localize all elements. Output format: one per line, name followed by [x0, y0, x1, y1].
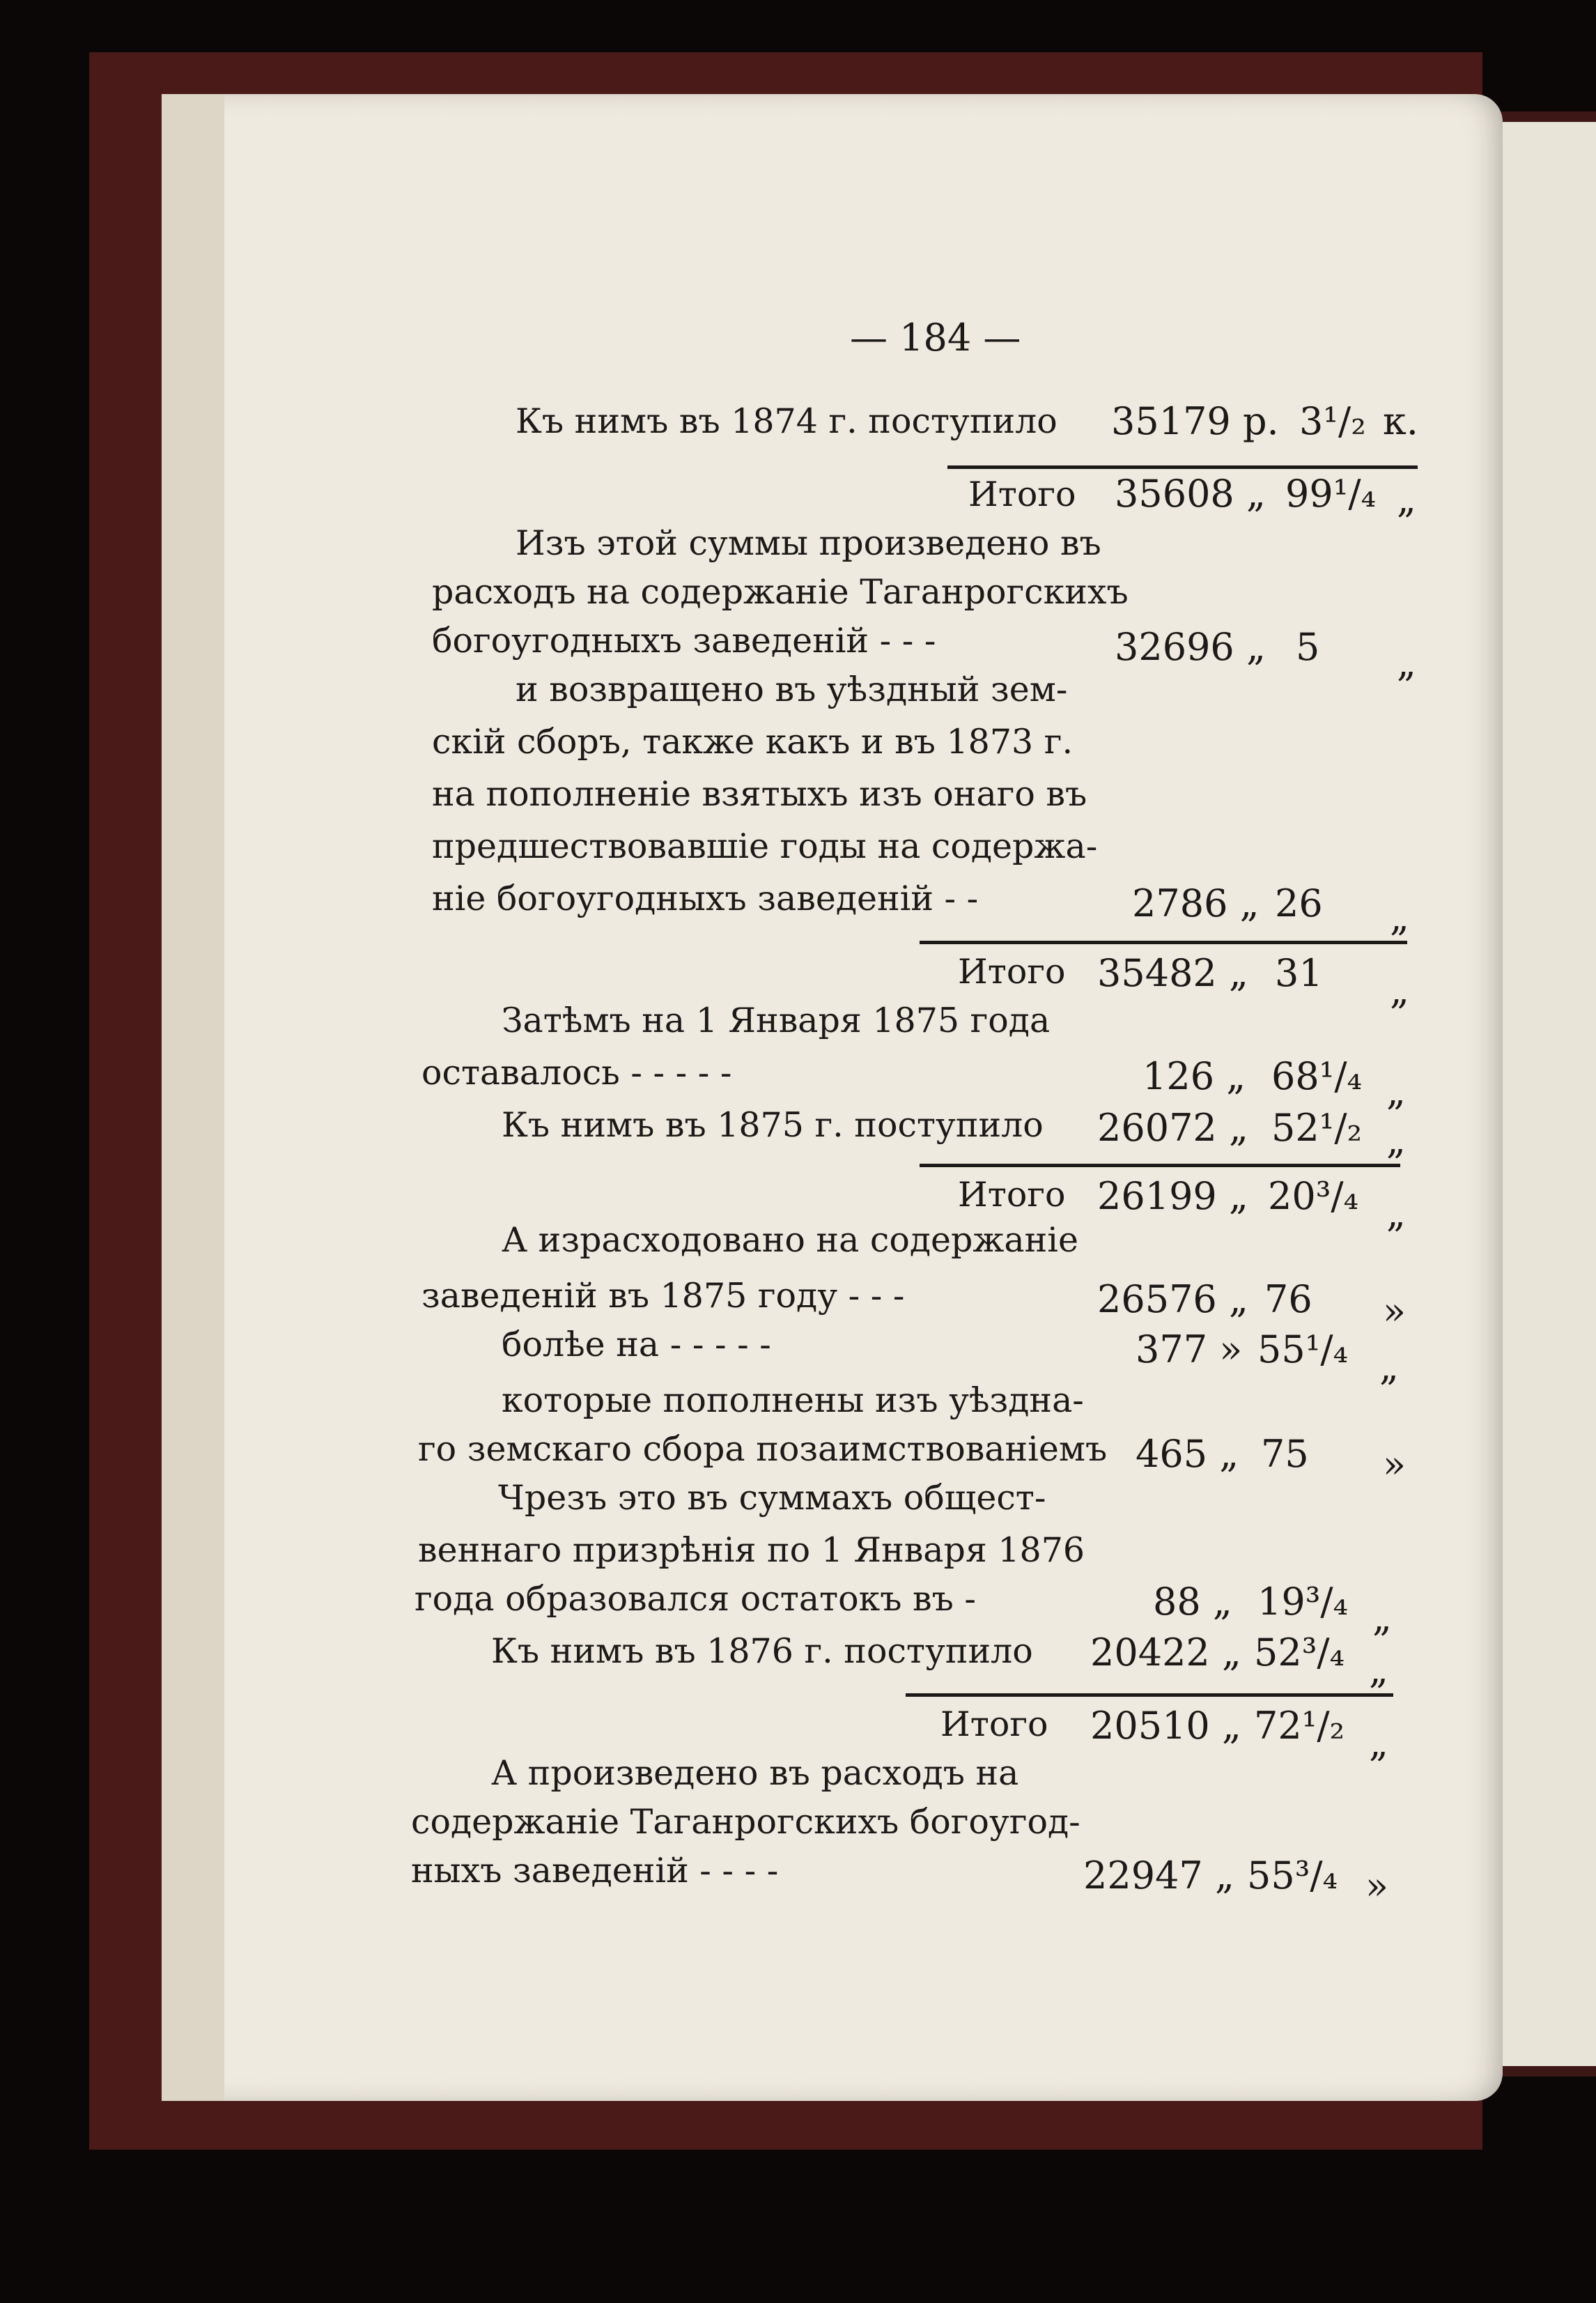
amount-rubles: 377 »	[1136, 1327, 1243, 1371]
amount-rubles: 35482 „	[1097, 951, 1248, 995]
text-line: Итого	[968, 475, 1076, 514]
ditto-mark: „	[1386, 1070, 1406, 1114]
amount-rubles: 26576 „	[1097, 1277, 1248, 1321]
amount-rubles: 35608 „	[1115, 472, 1266, 516]
amount-kopeks: 5	[1296, 625, 1320, 669]
text-line: и возвращено въ уѣздный зем-	[516, 670, 1068, 709]
text-line: оставалось - - - - -	[421, 1053, 732, 1093]
text-line: заведеній въ 1875 году - - -	[421, 1276, 905, 1316]
text-line: года образовался остатокъ въ -	[415, 1579, 976, 1619]
ditto-mark: „	[1386, 1192, 1406, 1235]
amount-rubles: 20510 „	[1090, 1704, 1241, 1748]
text-line: Къ нимъ въ 1875 г. поступило	[502, 1105, 1044, 1145]
text-line: Изъ этой суммы произведено въ	[516, 523, 1101, 563]
ditto-mark: »	[1365, 1864, 1389, 1908]
amount-rubles: 126 „	[1142, 1054, 1246, 1098]
ditto-mark: „	[1397, 641, 1416, 685]
amount-kopeks: 20³/₄	[1268, 1174, 1359, 1218]
text-line: Къ нимъ въ 1874 г. поступило	[516, 401, 1057, 441]
sum-rule	[920, 1164, 1400, 1167]
text-line: расходъ на содержаніе Таганрогскихъ	[432, 572, 1129, 612]
next-page-edge	[1492, 122, 1596, 2066]
text-line: А произведено въ расходъ на	[491, 1753, 1019, 1793]
text-line: ніе богоугодныхъ заведеній - -	[432, 879, 979, 918]
amount-kopeks: 52¹/₂	[1271, 1106, 1363, 1150]
text-line: предшествовавшіе годы на содержа-	[432, 826, 1098, 866]
sum-rule	[947, 465, 1418, 469]
ditto-mark: „	[1369, 1648, 1388, 1692]
ditto-mark: к.	[1383, 399, 1418, 443]
amount-rubles: 88 „	[1153, 1580, 1232, 1624]
amount-kopeks: 52³/₄	[1254, 1631, 1345, 1674]
ditto-mark: „	[1379, 1345, 1399, 1389]
amount-kopeks: 31	[1275, 951, 1323, 995]
amount-rubles: 26199 „	[1097, 1174, 1248, 1218]
text-line: скій сборъ, также какъ и въ 1873 г.	[432, 722, 1074, 762]
amount-kopeks: 72¹/₂	[1254, 1704, 1345, 1748]
amount-kopeks: 68¹/₄	[1271, 1054, 1363, 1098]
sum-rule	[906, 1693, 1393, 1697]
amount-kopeks: 3¹/₂	[1299, 399, 1366, 443]
text-line: Чрезъ это въ суммахъ общест-	[498, 1478, 1046, 1518]
amount-rubles: 2786 „	[1132, 881, 1260, 925]
page-number: — 184 —	[850, 316, 1021, 360]
text-line: А израсходовано на содержаніе	[502, 1220, 1078, 1260]
text-line: которые пополнены изъ уѣздна-	[502, 1380, 1084, 1420]
text-line: го земскаго сбора позаимствованіемъ	[418, 1429, 1108, 1469]
text-line: богоугодныхъ заведеній - - -	[432, 621, 936, 661]
ditto-mark: „	[1390, 969, 1409, 1012]
ditto-mark: „	[1372, 1596, 1392, 1640]
amount-kopeks: 55¹/₄	[1257, 1327, 1349, 1371]
ditto-mark: »	[1383, 1289, 1407, 1333]
amount-kopeks: 75	[1261, 1432, 1309, 1476]
amount-kopeks: 76	[1264, 1277, 1312, 1321]
ditto-mark: »	[1383, 1442, 1407, 1486]
text-line: на пополненіе взятыхъ изъ онаго въ	[432, 774, 1087, 814]
amount-rubles: 32696 „	[1115, 625, 1266, 669]
amount-kopeks: 99¹/₄	[1285, 472, 1377, 516]
sum-rule	[920, 941, 1407, 944]
amount-rubles: 465 „	[1136, 1432, 1239, 1476]
page-stack-edge	[162, 94, 224, 2101]
amount-rubles: 26072 „	[1097, 1106, 1248, 1150]
text-line: Къ нимъ въ 1876 г. поступило	[491, 1631, 1033, 1671]
amount-rubles: 35179 р.	[1111, 399, 1279, 443]
text-line: болѣе на - - - - -	[502, 1325, 771, 1364]
text-line: Затѣмъ на 1 Января 1875 года	[502, 1001, 1051, 1040]
ditto-mark: „	[1386, 1118, 1406, 1162]
amount-kopeks: 26	[1275, 881, 1323, 925]
amount-kopeks: 19³/₄	[1257, 1580, 1349, 1624]
text-line: ныхъ заведеній - - - -	[411, 1851, 779, 1890]
text-line: содержаніе Таганрогскихъ богоугод-	[411, 1802, 1080, 1842]
amount-rubles: 20422 „	[1090, 1631, 1241, 1674]
text-line: Итого	[940, 1704, 1048, 1744]
text-line: Итого	[958, 1175, 1066, 1215]
ditto-mark: „	[1369, 1721, 1388, 1765]
text-line: веннаго призрѣнія по 1 Января 1876	[418, 1530, 1085, 1570]
ditto-mark: „	[1397, 477, 1416, 521]
amount-kopeks: 55³/₄	[1247, 1854, 1338, 1897]
text-line: Итого	[958, 952, 1066, 992]
ditto-mark: „	[1390, 895, 1409, 939]
amount-rubles: 22947 „	[1083, 1854, 1234, 1897]
